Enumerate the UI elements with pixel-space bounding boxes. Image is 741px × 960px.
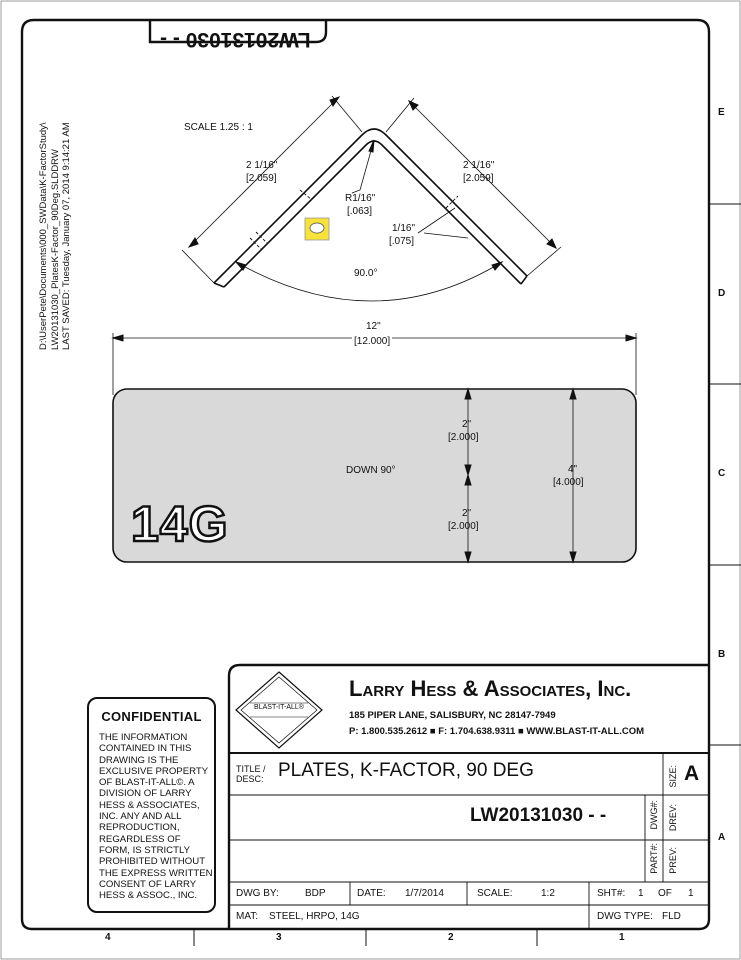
height-dim: 4" — [568, 464, 578, 475]
zone-b: B — [718, 649, 726, 660]
confidential-text: THE INFORMATION CONTAINED IN THIS DRAWING IS THE EXCLUSIVE PROPERTY OF BLAST-IT-ALL©. A DIVISION OF LARRY HESS & ASSOCIATES, INC. ANY AND ALL REPRODUCTION, REGARDLESS OF FORM, IS STRICTLY PROHIBITED WITHOUT THE EXPRESS WRITTEN CONSENT OF LARRY HESS & ASSOC., INC. — [99, 732, 213, 902]
zone-a: A — [718, 832, 726, 843]
zone-4: 4 — [105, 932, 111, 943]
company-address: 185 PIPER LANE, SALISBURY, NC 28147-7949 — [349, 710, 556, 721]
of-label: OF — [658, 888, 672, 899]
note-icon[interactable] — [305, 218, 329, 240]
title-label-line2: DESC: — [236, 773, 264, 784]
lower-dim-decimal: [2.000] — [448, 521, 479, 532]
title-label — [236, 765, 266, 784]
drev-label: DREV: — [668, 804, 678, 832]
prev-label: PREV: — [668, 847, 678, 874]
sheet-value: 1 — [638, 888, 644, 899]
left-leg-dim: 2 1/16" — [246, 160, 278, 171]
zone-e: E — [718, 107, 725, 118]
dwg-by-value: BDP — [305, 888, 326, 899]
saved-info — [38, 122, 73, 350]
width-dim: 12" — [366, 321, 381, 332]
dwg-number-label: DWG#: — [649, 800, 659, 830]
zone-d: D — [718, 288, 726, 299]
lower-dim: 2" — [462, 508, 472, 519]
height-dim-decimal: [4.000] — [553, 477, 584, 488]
sheet-label: SHT#: — [597, 888, 626, 899]
radius-dim: R1/16" — [345, 193, 376, 204]
zone-ticks-bottom — [194, 929, 537, 946]
date-value: 1/7/2014 — [405, 888, 444, 899]
dwg-type-label: DWG TYPE: — [597, 911, 653, 922]
upper-dim-decimal: [2.000] — [448, 432, 479, 443]
width-dim-decimal: [12.000] — [354, 336, 391, 347]
saved-filename: LW20131030_PlatesK-Factor_90Deg.SLDDRW — [49, 149, 61, 350]
logo-text: BLAST-IT-ALL® — [254, 704, 304, 711]
saved-timestamp: LAST SAVED: Tuesday, January 07, 2014 9:14:21 AM — [61, 122, 73, 350]
drawing-title: PLATES, K-FACTOR, 90 DEG — [278, 760, 534, 781]
right-leg-dim: 2 1/16" — [463, 160, 495, 171]
left-leg-dim-decimal: [2.059] — [246, 173, 277, 184]
view-scale-label: SCALE 1.25 : 1 — [184, 122, 253, 133]
company-contact: P: 1.800.535.2612 ■ F: 1.704.638.9311 ■ WWW.BLAST-IT-ALL.COM — [349, 726, 644, 737]
material-label: MAT: — [236, 911, 259, 922]
scale-value: 1:2 — [541, 888, 555, 899]
confidential-title: CONFIDENTIAL — [101, 709, 202, 724]
drawing-number: LW20131030 - - — [470, 805, 607, 826]
confidential-box — [87, 697, 216, 913]
saved-path: D:\UserPete\Documents\000_SWData\K-FactorStudy\ — [38, 122, 49, 350]
scale-label: SCALE: — [477, 888, 513, 899]
zone-c: C — [718, 468, 726, 479]
of-value: 1 — [688, 888, 694, 899]
title-label-line1: TITLE / — [236, 764, 266, 774]
gauge-label: 14G — [131, 496, 229, 552]
zone-1: 1 — [619, 932, 625, 943]
material-value: STEEL, HRPO, 14G — [269, 911, 360, 922]
size-label: SIZE: — [668, 765, 678, 788]
date-label: DATE: — [357, 888, 386, 899]
drawing-number-tab-text: LW20131030 - - — [160, 28, 311, 51]
dwg-by-label: DWG BY: — [236, 888, 279, 899]
upper-dim: 2" — [462, 419, 472, 430]
company-name: Larry Hess & Associates, Inc. — [349, 676, 632, 701]
bend-note: DOWN 90° — [346, 465, 396, 476]
radius-dim-decimal: [.063] — [347, 206, 373, 217]
right-leg-dim-decimal: [2.059] — [463, 173, 494, 184]
zone-2: 2 — [448, 932, 454, 943]
angle-dim: 90.0° — [354, 268, 378, 279]
size-value: A — [684, 762, 700, 785]
thickness-dim: 1/16" — [392, 223, 416, 234]
dwg-type-value: FLD — [662, 911, 681, 922]
thickness-dim-decimal: [.075] — [389, 236, 415, 247]
zone-3: 3 — [276, 932, 282, 943]
part-number-label: PART#: — [649, 843, 659, 874]
